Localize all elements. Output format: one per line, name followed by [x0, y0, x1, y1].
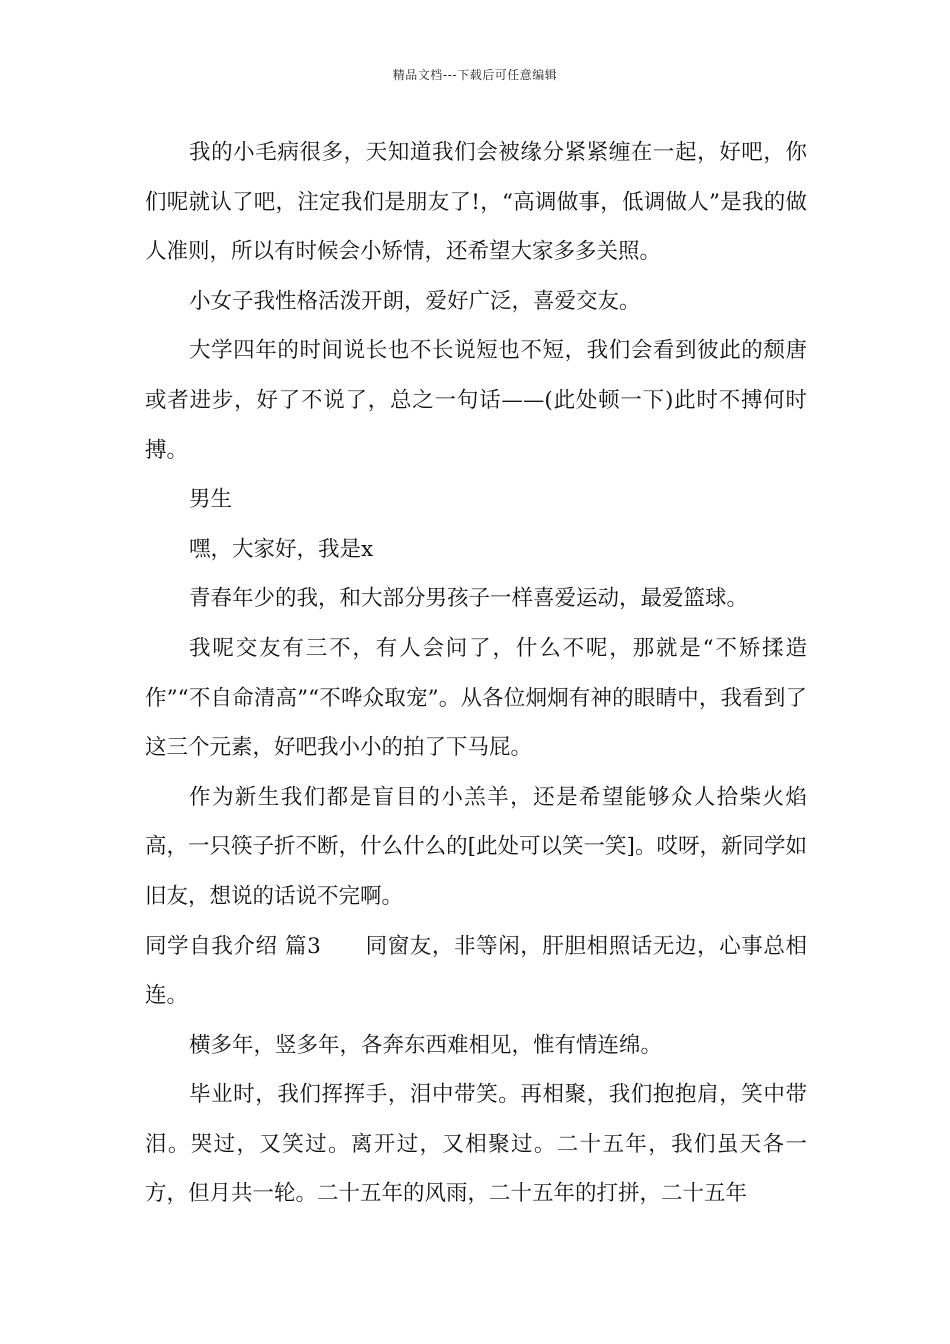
paragraph: 青春年少的我，和大部分男孩子一样喜爱运动，最爱篮球。	[189, 586, 749, 612]
paragraph: 毕业时，我们挥挥手，泪中带笑。再相聚，我们抱抱肩，笑中带泪。哭过，又笑过。离开过，又相聚过。二十五年，我们虽天各一方，但月共一轮。二十五年的风雨，二十五年的打拼，二十五年	[145, 1082, 807, 1207]
paragraph: 小女子我性格活泼开朗，爱好广泛，喜爱交友。	[189, 288, 641, 314]
paragraph: 横多年，竖多年，各奔东西难相见，惟有情连绵。	[189, 1032, 663, 1058]
page-header: 精品文档---下载后可任意编辑	[392, 68, 558, 82]
paragraph: 我的小毛病很多，天知道我们会被缘分紧紧缠在一起，好吧，你们呢就认了吧，注定我们是朋友了!，“高调做事，低调做人”是我的做人准则，所以有时候会小矫情，还希望大家多多关照。	[145, 140, 807, 265]
section-heading-paragraph: 同学自我介绍 篇3 同窗友，非等闲，肝胆相照话无边，心事总相连。	[145, 933, 807, 1009]
paragraph: 嘿，大家好，我是x	[189, 536, 374, 562]
paragraph: 我呢交友有三不，有人会问了，什么不呢，那就是“不矫揉造作”“不自命清高”“不哗众取宠”。从各位炯炯有神的眼睛中，我看到了这三个元素，好吧我小小的拍了下马屁。	[145, 635, 807, 761]
paragraph: 大学四年的时间说长也不长说短也不短，我们会看到彼此的颓唐或者进步，好了不说了，总之一句话——(此处顿一下)此时不搏何时搏。	[145, 338, 807, 463]
paragraph: 作为新生我们都是盲目的小羔羊，还是希望能够众人拾柴火焰高，一只筷子折不断，什么什么的[此处可以笑一笑]。哎呀，新同学如旧友，想说的话说不完啊。	[145, 784, 807, 909]
section-label: 男生	[189, 487, 233, 513]
document-body	[145, 128, 807, 1219]
